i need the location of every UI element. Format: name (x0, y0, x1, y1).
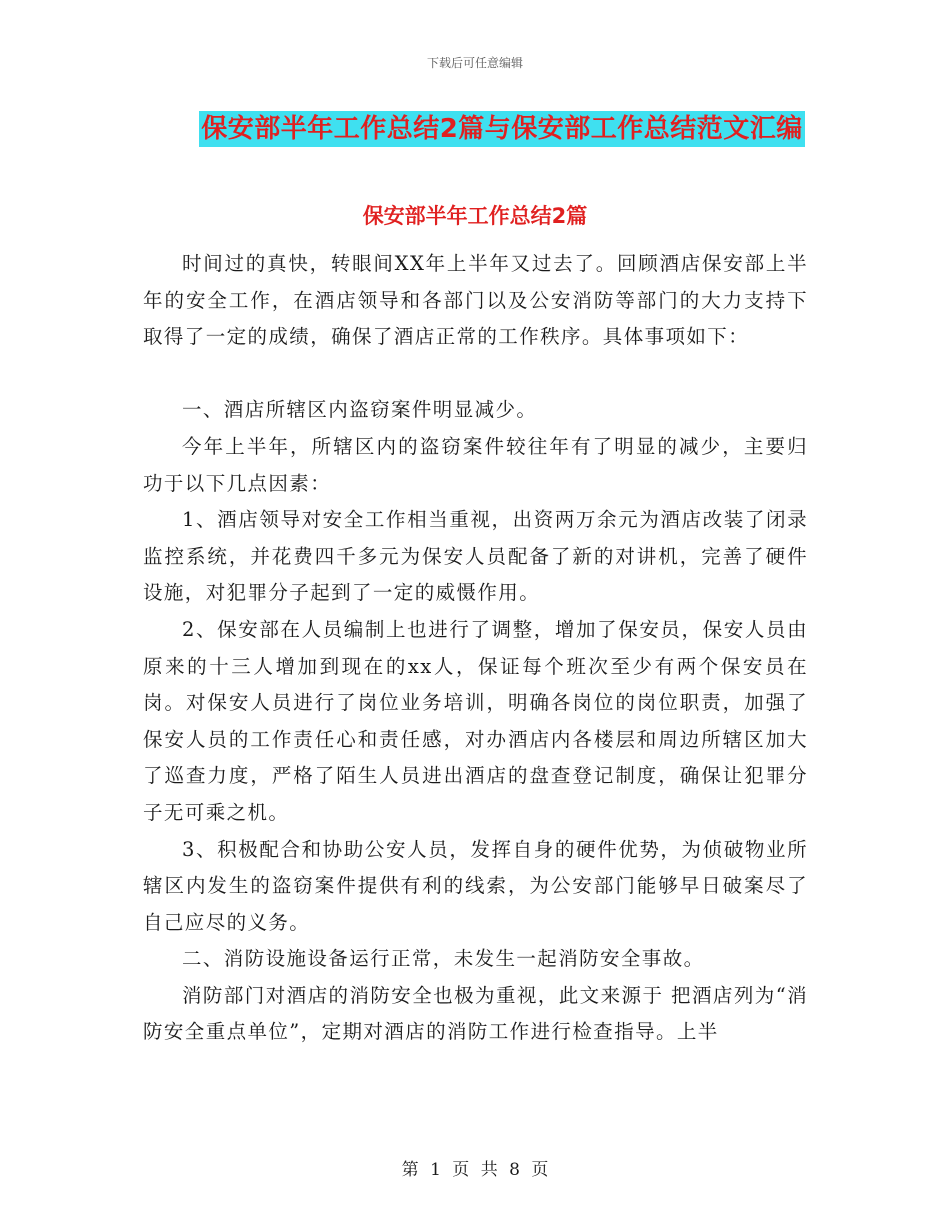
list-item-1: 1、酒店领导对安全工作相当重视，出资两万余元为酒店改装了闭录监控系统，并花费四千多元为保安人员配备了新的对讲机，完善了硬件设施，对犯罪分子起到了一定的威慑作用。 (143, 508, 808, 605)
list-item-3: 3、积极配合和协助公安人员，发挥自身的硬件优势，为侦破物业所辖区内发生的盗窃案件提供有利的线索，为公安部门能够早日破案尽了自己应尽的义务。 (143, 837, 808, 934)
header-note: 下载后可任意编辑 (426, 56, 523, 70)
paragraph-intro: 时间过的真快，转眼间XX年上半年又过去了。回顾酒店保安部上半年的安全工作，在酒店领导和各部门以及公安消防等部门的大力支持下取得了一定的成绩，确保了酒店正常的工作秩序。具体事项如下： (143, 252, 808, 349)
page-footer: 第 1 页 共 8 页 (401, 1160, 549, 1180)
main-title-container (0, 111, 950, 147)
section-heading-fire: 二、消防设施设备运行正常，未发生一起消防安全事故。 (182, 947, 705, 971)
paragraph: 今年上半年，所辖区内的盗窃案件较往年有了明显的减少，主要归功于以下几点因素： (143, 434, 808, 495)
section-heading-theft: 一、酒店所辖区内盗窃案件明显减少。 (182, 398, 538, 422)
list-item-2: 2、保安部在人员编制上也进行了调整，增加了保安员，保安人员由原来的十三人增加到现在的xx人，保证每个班次至少有两个保安员在岗。对保安人员进行了岗位业务培训，明确各岗位的岗位职责，加强了保安人员的工作责任心和责任感，对办酒店内各楼层和周边所辖区加大了巡查力度，严格了陌生人员进出酒店的盘查登记制度，确保让犯罪分子无可乘之机。 (143, 617, 808, 824)
paragraph: 消防部门对酒店的消防安全也极为重视，此文来源于 把酒店列为“消防安全重点单位”，定期对酒店的消防工作进行检查指导。上半 (143, 983, 808, 1044)
main-title: 保安部半年工作总结2篇与保安部工作总结范文汇编 (199, 111, 805, 147)
sub-title: 保安部半年工作总结2篇 (362, 204, 588, 228)
body-text (143, 246, 808, 1051)
